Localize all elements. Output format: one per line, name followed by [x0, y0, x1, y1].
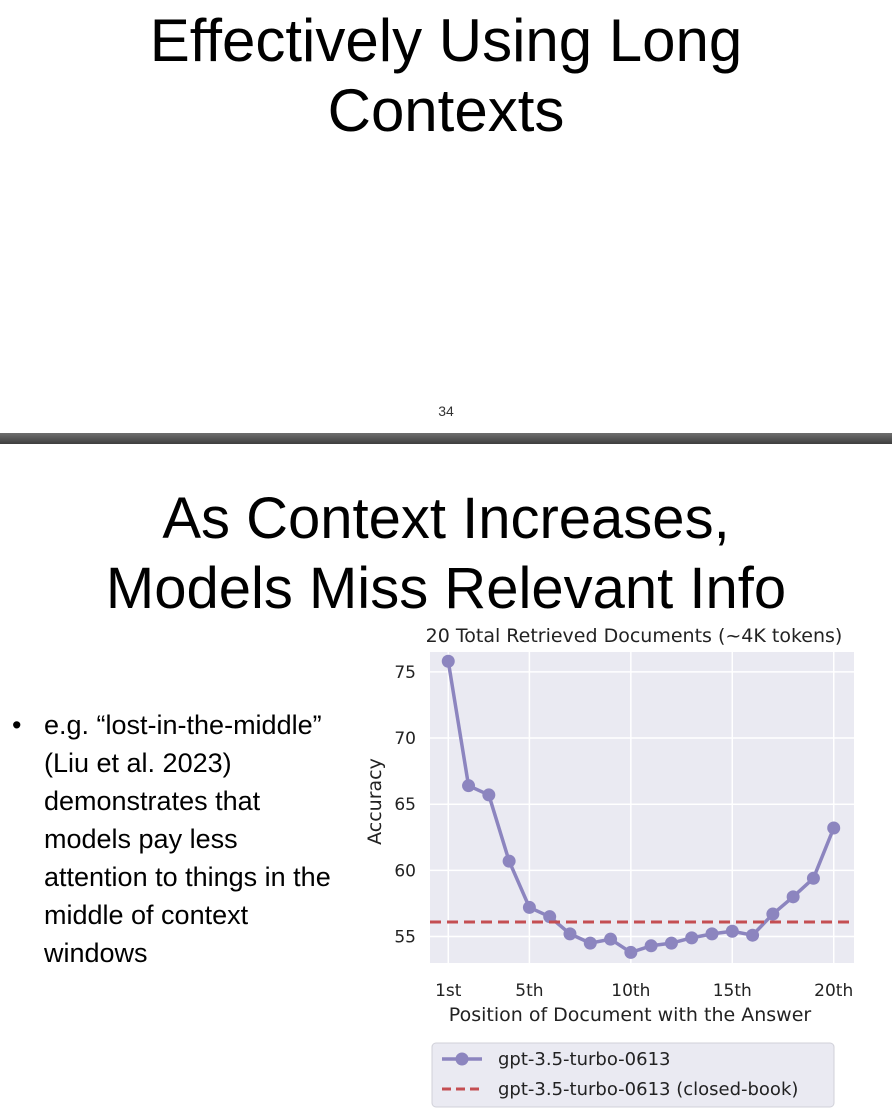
y-tick-label: 70 [394, 729, 416, 750]
slide-title-line-1: Effectively Using Long [149, 7, 743, 74]
x-tick-label: 5th [515, 981, 544, 1001]
chart-title: 20 Total Retrieved Documents (~4K tokens) [425, 625, 843, 647]
data-point [624, 946, 637, 959]
slide-title [0, 6, 892, 146]
data-point [584, 937, 597, 950]
data-point [807, 872, 820, 885]
data-point [827, 822, 840, 835]
data-point [766, 908, 779, 921]
y-tick-label: 60 [394, 861, 416, 882]
data-point [645, 939, 658, 952]
data-point [482, 788, 495, 801]
y-tick-label: 75 [394, 662, 416, 683]
accuracy-chart [0, 444, 892, 1111]
x-tick-label: 10th [611, 981, 651, 1001]
y-tick-label: 55 [394, 927, 416, 948]
bullet-marker: • [12, 710, 22, 740]
data-point [665, 937, 678, 950]
data-point [523, 901, 536, 914]
x-tick-label: 1st [435, 981, 462, 1001]
legend-label: gpt-3.5-turbo-0613 (closed-book) [498, 1079, 799, 1100]
slide-divider [0, 433, 892, 444]
legend-swatch-marker [456, 1053, 469, 1066]
x-axis-label: Position of Document with the Answer [448, 1004, 812, 1026]
slide-title-line-2: Contexts [327, 77, 565, 144]
bullet-text: e.g. “lost-in-the-middle” (Liu et al. 2023) demonstrates that models pay less attention to things in the middle of context windows [44, 710, 331, 968]
data-point [705, 927, 718, 940]
data-point [787, 890, 800, 903]
page-number: 34 [438, 403, 454, 419]
data-point [604, 933, 617, 946]
x-tick-label: 15th [712, 981, 752, 1001]
data-point [746, 929, 759, 942]
data-point [563, 927, 576, 940]
y-axis-label: Accuracy [364, 758, 386, 845]
data-point [462, 779, 475, 792]
data-point [503, 855, 516, 868]
slide-2 [0, 444, 892, 1111]
data-point [442, 655, 455, 668]
slide-1 [0, 0, 892, 433]
slide-title-line-2: Models Miss Relevant Info [105, 556, 787, 621]
y-tick-label: 65 [394, 795, 416, 816]
data-point [726, 925, 739, 938]
data-point [685, 931, 698, 944]
legend-label: gpt-3.5-turbo-0613 [498, 1049, 671, 1070]
x-tick-label: 20th [814, 981, 854, 1001]
slide-title-line-1: As Context Increases, [162, 486, 730, 551]
